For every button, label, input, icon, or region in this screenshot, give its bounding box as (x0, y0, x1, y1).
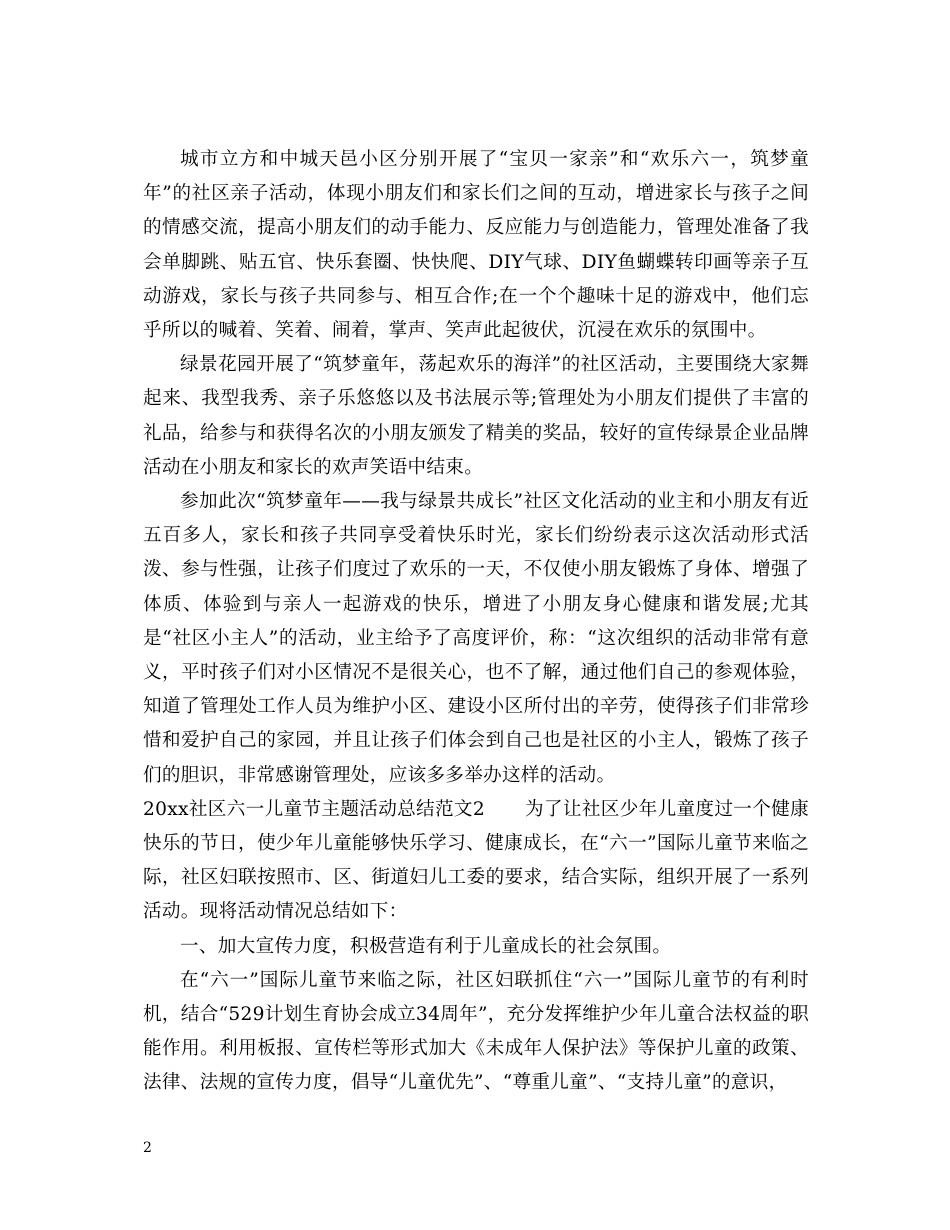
paragraph-parent-child-activities: 城市立方和中城天邑小区分别开展了“宝贝一家亲”和“欢乐六一，筑梦童年”的社区亲子活动，体现小朋友们和家长们之间的互动，增进家长与孩子之间的情感交流，提高小朋友们的动手能力、反应能力与创造能力，管理处准备了我会单脚跳、贴五官、快乐套圈、快快爬、DIY气球、DIY鱼蝴蝶转印画等亲子互动游戏，家长与孩子共同参与、相互合作;在一个个趣味十足的游戏中，他们忘乎所以的喊着、笑着、闹着，掌声、笑声此起彼伏，沉浸在欢乐的氛围中。 (143, 149, 809, 342)
document-body (143, 143, 809, 1101)
section-heading-paragraph (143, 793, 809, 930)
paragraph-publicity-details: 在“六一”国际儿童节来临之际，社区妇联抓住“六一”国际儿童节的有利时机，结合“529计划生育协会成立34周年”，充分发挥维护少年儿童合法权益的职能作用。利用板报、宣传栏等形式加大《未成年人保护法》等保护儿童的政策、法律、法规的宣传力度，倡导“儿童优先”、“尊重儿童”、“支持儿童”的意识， (143, 969, 809, 1094)
section-heading: 20xx社区六一儿童节主题活动总结范文2 (143, 798, 485, 820)
section-intro: 为了让社区少年儿童度过一个健康快乐的节日，使少年儿童能够快乐学习、健康成长，在“六一”国际儿童节来临之际，社区妇联按照市、区、街道妇儿工委的要求，结合实际，组织开展了一系列活动。现将活动情况总结如下： (143, 798, 809, 923)
paragraph-lvjing-garden: 绿景花园开展了“筑梦童年，荡起欢乐的海洋”的社区活动，主要围绕大家舞起来、我型我秀、亲子乐悠悠以及书法展示等;管理处为小朋友们提供了丰富的礼品，给参与和获得名次的小朋友颁发了精美的奖品，较好的宣传绿景企业品牌活动在小朋友和家长的欢声笑语中结束。 (143, 354, 809, 478)
paragraph-participation-summary: 参加此次“筑梦童年——我与绿景共成长”社区文化活动的业主和小朋友有近五百多人，家长和孩子共同享受着快乐时光，家长们纷纷表示这次活动形式活泼、参与性强，让孩子们度过了欢乐的一天，不仅使小朋友锻炼了身体、增强了体质、体验到与亲人一起游戏的快乐，增进了小朋友身心健康和谐发展;尤其是“社区小主人”的活动，业主给予了高度评价，称：“这次组织的活动非常有意义，平时孩子们对小区情况不是很关心，也不了解，通过他们自己的参观体验，知道了管理处工作人员为维护小区、建设小区所付出的辛劳，使得孩子们非常珍惜和爱护自己的家园，并且让孩子们体会到自己也是社区的小主人，锻炼了孩子们的胆识，非常感谢管理处，应该多多举办这样的活动。 (143, 491, 809, 786)
subheading-publicity: 一、加大宣传力度，积极营造有利于儿童成长的社会氛围。 (180, 935, 672, 957)
page-number: 2 (143, 1140, 152, 1156)
